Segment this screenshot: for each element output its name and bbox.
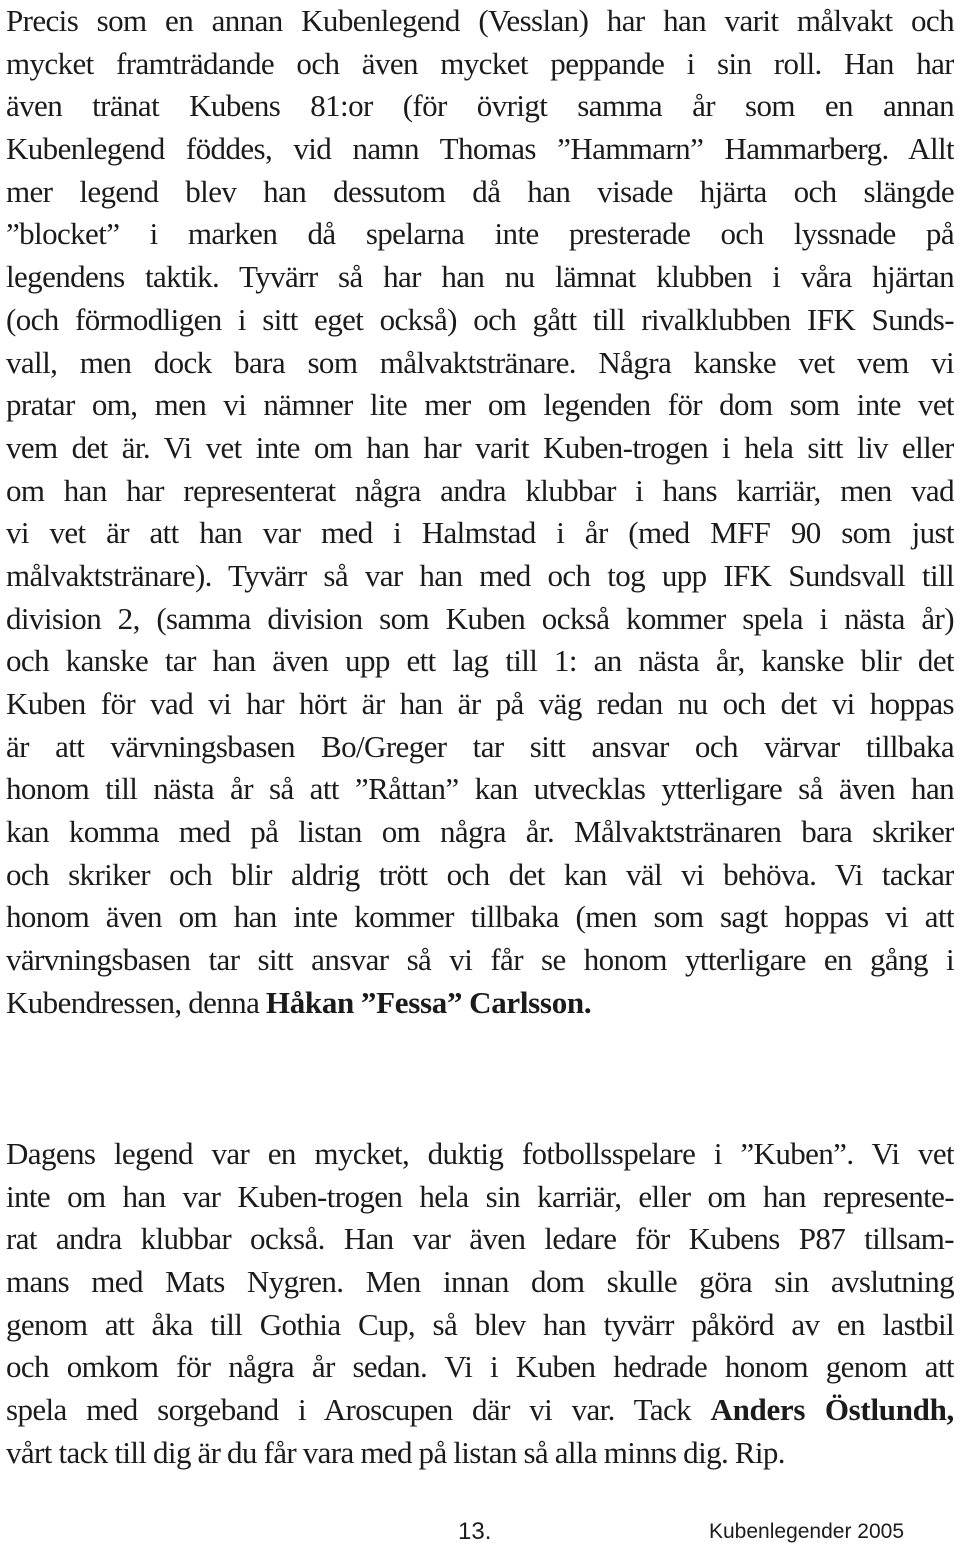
text-line: ”blocket” i marken då spelarna inte presterade och lyssnade på bbox=[6, 216, 954, 252]
text-line: honom även om han inte kommer tillbaka (men som sagt hoppas vi att bbox=[6, 899, 954, 935]
text-line: även tränat Kubens 81:or (för övrigt samma år som en annan bbox=[6, 88, 954, 124]
text-line: legendens taktik. Tyvärr så har han nu lämnat klubben i våra hjärtan bbox=[6, 259, 954, 295]
text-line: Kuben för vad vi har hört är han är på väg redan nu och det vi hoppas bbox=[6, 686, 954, 721]
text-line: och kanske tar han även upp ett lag till 1: an nästa år, kanske blir det bbox=[6, 643, 954, 679]
text-line: inte om han var Kuben-trogen hela sin karriär, eller om han represente- bbox=[6, 1178, 954, 1214]
text-line: Kubenlegend föddes, vid namn Thomas ”Hammarn” Hammarberg. Allt bbox=[6, 131, 954, 167]
text-line: målvaktstränare). Tyvärr så var han med och tog upp IFK Sundsvall till bbox=[6, 557, 954, 593]
text-line: pratar om, men vi nämner lite mer om legenden för dom som inte vet bbox=[6, 387, 954, 423]
legend-name: Håkan ”Fessa” Carlsson. bbox=[265, 984, 592, 1020]
text-fragment: Kubendressen, denna bbox=[6, 984, 266, 1020]
text-line: vi vet är att han var med i Halmstad i år (med MFF 90 som just bbox=[6, 515, 954, 551]
text-line: vall, men dock bara som målvaktstränare. Några kanske vet vem vi bbox=[6, 344, 954, 380]
text-line: och skriker och blir aldrig trött och det kan väl vi behöva. Vi tackar bbox=[6, 856, 954, 892]
text-line: Precis som en annan Kubenlegend (Vesslan) har han varit målvakt och bbox=[6, 3, 954, 38]
text-line: om han har representerat några andra klubbar i hans karriär, men vad bbox=[6, 472, 954, 508]
text-line: är att värvningsbasen Bo/Greger tar sitt ansvar och värvar tillbaka bbox=[6, 728, 954, 764]
text-line: värvningsbasen tar sitt ansvar så vi får se honom ytterligare en gång i bbox=[6, 942, 954, 978]
text-line: mer legend blev han dessutom då han visade hjärta och slängde bbox=[6, 173, 954, 209]
legend-article-paragraph-1 bbox=[6, 0, 954, 1025]
text-line: Dagens legend var en mycket, duktig fotbollsspelare i ”Kuben”. Vi vet bbox=[6, 1136, 954, 1171]
text-line: mans med Mats Nygren. Men innan dom skulle göra sin avslutning bbox=[6, 1264, 954, 1300]
publication-title: Kubenlegender 2005 bbox=[709, 1520, 905, 1543]
text-line: honom till nästa år så att ”Råttan” kan utvecklas ytterligare så även han bbox=[6, 771, 954, 807]
text-line: och omkom för några år sedan. Vi i Kuben hedrade honom genom att bbox=[6, 1349, 954, 1385]
text-line: (och förmodligen i sitt eget också) och gått till rivalklubben IFK Sunds- bbox=[6, 301, 954, 337]
text-line: genom att åka till Gothia Cup, så blev han tyvärr påkörd av en lastbil bbox=[6, 1306, 954, 1342]
text-line: mycket framträdande och även mycket peppande i sin roll. Han har bbox=[6, 45, 954, 81]
page-number: 13. bbox=[458, 1518, 492, 1545]
text-line bbox=[6, 982, 954, 1025]
legend-name: Anders Östlundh, bbox=[710, 1392, 954, 1428]
text-line: vårt tack till dig är du får vara med på listan så alla minns dig. Rip. bbox=[6, 1434, 785, 1470]
text-line: rat andra klubbar också. Han var även ledare för Kubens P87 tillsam- bbox=[6, 1221, 954, 1257]
text-line: vem det är. Vi vet inte om han har varit Kuben-trogen i hela sitt liv eller bbox=[6, 429, 954, 465]
text-fragment: spela med sorgeband i Aroscupen där vi var. Tack bbox=[6, 1392, 711, 1428]
legend-article-paragraph-2 bbox=[6, 1133, 954, 1475]
text-line: division 2, (samma division som Kuben också kommer spela i nästa år) bbox=[6, 600, 954, 636]
text-line: kan komma med på listan om några år. Målvaktstränaren bara skriker bbox=[6, 814, 954, 850]
text-line bbox=[6, 1389, 954, 1432]
